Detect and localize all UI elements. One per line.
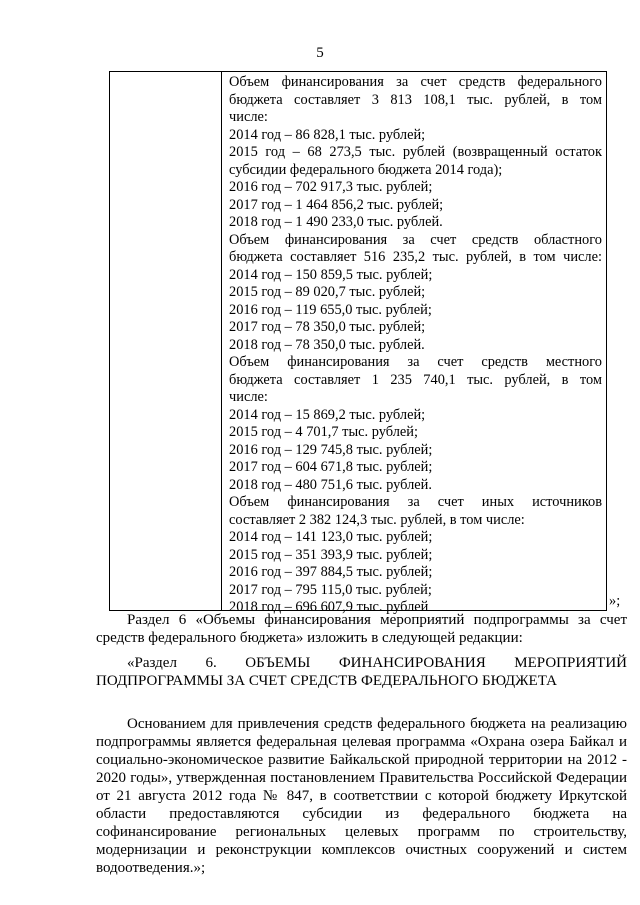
section-heading-text: «Раздел 6. ОБЪЕМЫ ФИНАНСИРОВАНИЯ МЕРОПРИЯТИЙ ПОДПРОГРАММЫ ЗА СЧЕТ СРЕДСТВ ФЕДЕРАЛЬНОГО БЮДЖЕТА <box>96 655 627 689</box>
table-line: 2016 год – 397 884,5 тыс. рублей; <box>229 564 433 580</box>
table-line: 2015 год – 4 701,7 тыс. рублей; <box>229 424 418 440</box>
table-line: 2017 год – 1 464 856,2 тыс. рублей; <box>229 196 444 213</box>
table-line: бюджета составляет 1 235 740,1 тыс. рублей, в том <box>229 371 602 388</box>
table-line: 2018 год – 1 490 233,0 тыс. рублей. <box>229 214 443 230</box>
table-column-divider <box>221 71 222 611</box>
table-line: 2018 год – 480 751,6 тыс. рублей. <box>229 476 432 493</box>
table-line: числе: <box>229 389 268 405</box>
table-line: 2014 год – 150 859,5 тыс. рублей; <box>229 266 433 283</box>
paragraph-section-6-amendment <box>96 611 627 647</box>
table-line: 2017 год – 78 350,0 тыс. рублей; <box>229 319 426 335</box>
paragraph-text: Раздел 6 «Объемы финансирования мероприятий подпрограммы за счет средств федерального бюджета» изложить в следующей редакции: <box>96 612 627 646</box>
table-cell-funding <box>229 74 602 617</box>
table-line: 2015 год – 89 020,7 тыс. рублей; <box>229 284 426 300</box>
table-line: числе: <box>229 109 268 125</box>
table-line: 2014 год – 15 869,2 тыс. рублей; <box>229 406 426 423</box>
table-line: 2015 год – 351 393,9 тыс. рублей; <box>229 546 433 563</box>
table-line: 2014 год – 141 123,0 тыс. рублей; <box>229 529 433 545</box>
table-line: 2016 год – 119 655,0 тыс. рублей; <box>229 301 432 318</box>
table-line: бюджета составляет 3 813 108,1 тыс. рублей, в том <box>229 91 602 108</box>
paragraph-text: Основанием для привлечения средств федерального бюджета на реализацию подпрограммы является федеральная целевая программа «Охрана озера Байкал и социально-экономическое развитие Байкальской природной территории на 2012 - 2020 годы», утвержденная постановлением Правительства Российской Федерации от 21 августа 2012 года № 847, в соответствии с которой бюджету Иркутской области предоставляются субсидии из федерального бюджета на софинансирование региональных целевых программ по строительству, модернизации и реконструкции комплексов очистных сооружений и систем водоотведения.»; <box>96 716 627 876</box>
table-line: Объем финансирования за счет средств местного <box>229 354 602 370</box>
table-line: субсидии федерального бюджета 2014 года); <box>229 161 503 178</box>
table-line: 2015 год – 68 273,5 тыс. рублей (возвращенный остаток <box>229 144 602 160</box>
closing-quote: »; <box>609 593 621 609</box>
paragraph-basis <box>96 715 627 877</box>
page-number: 5 <box>316 45 324 61</box>
table-line: 2017 год – 795 115,0 тыс. рублей; <box>229 581 432 598</box>
table-line: 2017 год – 604 671,8 тыс. рублей; <box>229 459 433 475</box>
table-line: бюджета составляет 516 235,2 тыс. рублей, в том числе: <box>229 249 602 265</box>
table-line: Объем финансирования за счет средств областного <box>229 231 602 248</box>
table-line: 2016 год – 129 745,8 тыс. рублей; <box>229 441 433 458</box>
table-line: Объем финансирования за счет средств федерального <box>229 74 602 90</box>
table-line: 2016 год – 702 917,3 тыс. рублей; <box>229 179 433 195</box>
table-line: 2014 год – 86 828,1 тыс. рублей; <box>229 126 426 143</box>
table-line: составляет 2 382 124,3 тыс. рублей, в том числе: <box>229 511 525 528</box>
table-line: 2018 год – 696 607,9 тыс. рублей <box>229 599 429 615</box>
table-line: 2018 год – 78 350,0 тыс. рублей. <box>229 336 425 353</box>
table-line: Объем финансирования за счет иных источников <box>229 494 602 510</box>
section-heading <box>96 654 627 690</box>
